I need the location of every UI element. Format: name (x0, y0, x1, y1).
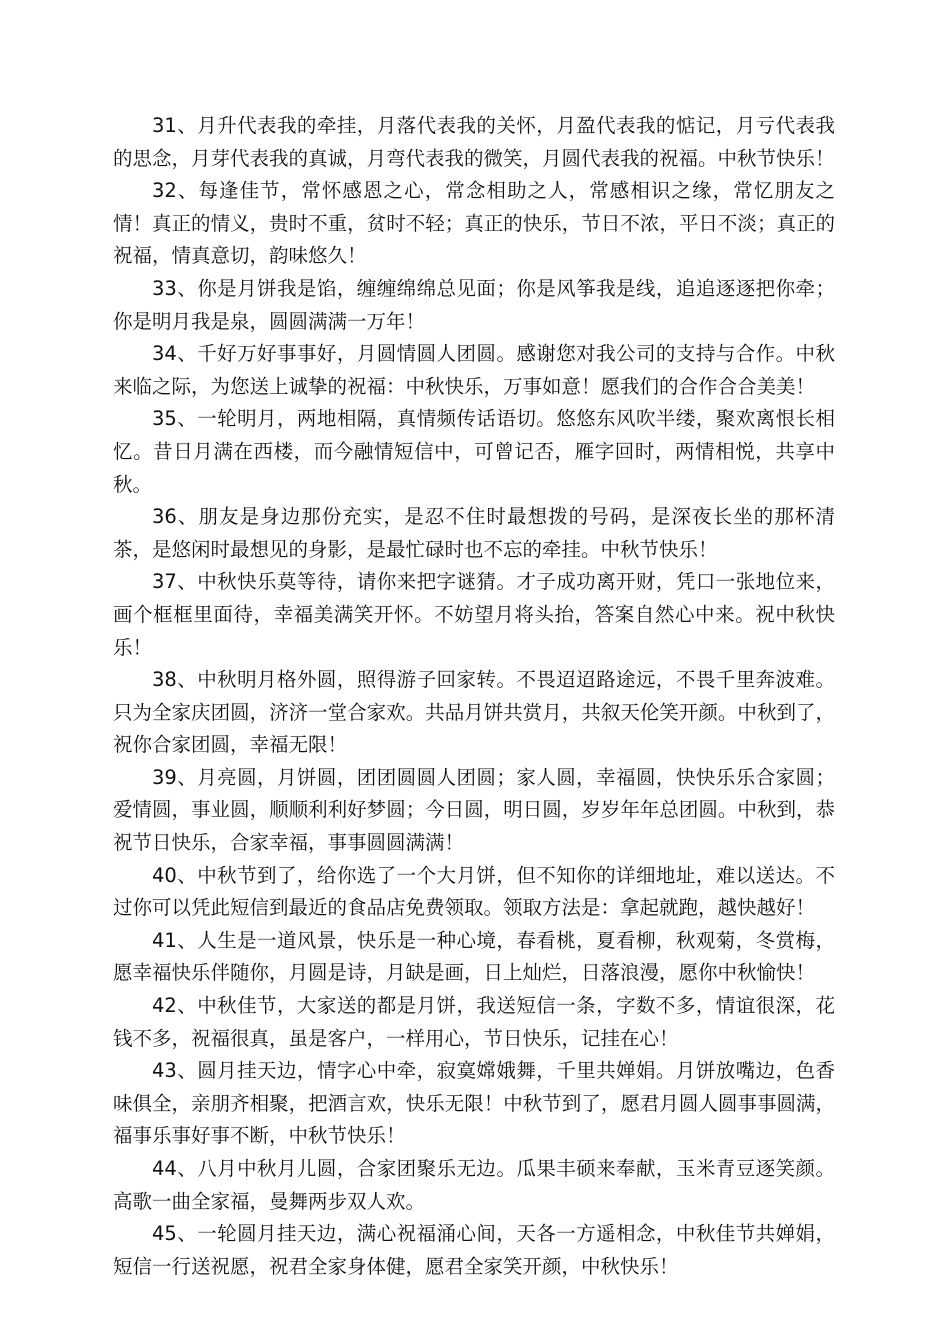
paragraph-42: 42、中秋佳节，大家送的都是月饼，我送短信一条，字数不多，情谊很深，花钱不多，祝福很真，虽是客户，一样用心，节日快乐，记挂在心！ (113, 994, 835, 1050)
paragraph-33: 33、你是月饼我是馅，缠缠绵绵总见面；你是风筝我是线，追追逐逐把你牵；你是明月我是泉，圆圆满满一万年！ (113, 276, 835, 333)
paragraph-45: 45、一轮圆月挂天边，满心祝福涌心间，天各一方遥相念，中秋佳节共婵娟，短信一行送祝愿，祝君全家身体健，愿君全家笑开颜，中秋快乐！ (113, 1222, 835, 1278)
paragraph-34: 34、千好万好事事好，月圆情圆人团圆。感谢您对我公司的支持与合作。中秋来临之际，为您送上诚挚的祝福：中秋快乐，万事如意！愿我们的合作合合美美！ (113, 342, 835, 398)
paragraph-38: 38、中秋明月格外圆，照得游子回家转。不畏迢迢路途远，不畏千里奔波难。只为全家庆团圆，济济一堂合家欢。共品月饼共赏月，共叙天伦笑开颜。中秋到了，祝你合家团圆，幸福无限！ (113, 668, 835, 757)
paragraph-44: 44、八月中秋月儿圆，合家团聚乐无边。瓜果丰硕来奉献，玉米青豆逐笑颜。高歌一曲全家福，曼舞两步双人欢。 (113, 1157, 835, 1213)
paragraph-35: 35、一轮明月，两地相隔，真情频传话语切。悠悠东风吹半缕，聚欢离恨长相忆。昔日月满在西楼，而今融情短信中，可曾记否，雁字回时，两情相悦，共享中秋。 (113, 407, 835, 496)
paragraph-41: 41、人生是一道风景，快乐是一种心境，春看桃，夏看柳，秋观菊，冬赏梅，愿幸福快乐伴随你，月圆是诗，月缺是画，日上灿烂，日落浪漫，愿你中秋愉快！ (113, 928, 835, 985)
paragraph-43: 43、圆月挂天边，情字心中牵，寂寞嫦娥舞，千里共婵娟。月饼放嘴边，色香味俱全，亲朋齐相聚，把酒言欢，快乐无限！中秋节到了，愿君月圆人圆事事圆满，福事乐事好事不断，中秋节快乐！ (113, 1059, 835, 1148)
paragraph-32: 32、每逢佳节，常怀感恩之心，常念相助之人，常感相识之缘，常忆朋友之情！真正的情义，贵时不重，贫时不轻；真正的快乐，节日不浓，平日不淡；真正的祝福，情真意切，韵味悠久！ (113, 179, 835, 268)
document-page (113, 110, 835, 1283)
paragraph-40: 40、中秋节到了，给你选了一个大月饼，但不知你的详细地址，难以送达。不过你可以凭此短信到最近的食品店免费领取。领取方法是：拿起就跑，越快越好！ (113, 863, 835, 920)
paragraph-37: 37、中秋快乐莫等待，请你来把字谜猜。才子成功离开财，凭口一张地位来，画个框框里面待，幸福美满笑开怀。不妨望月将头抬，答案自然心中来。祝中秋快乐！ (113, 570, 835, 659)
paragraph-31: 31、月升代表我的牵挂，月落代表我的关怀，月盈代表我的惦记，月亏代表我的思念，月芽代表我的真诚，月弯代表我的微笑，月圆代表我的祝福。中秋节快乐！ (113, 114, 835, 170)
paragraph-39: 39、月亮圆，月饼圆，团团圆圆人团圆；家人圆，幸福圆，快快乐乐合家圆；爱情圆，事业圆，顺顺利利好梦圆；今日圆，明日圆，岁岁年年总团圆。中秋到，恭祝节日快乐，合家幸福，事事圆圆满满！ (113, 765, 835, 855)
paragraph-36: 36、朋友是身边那份充实，是忍不住时最想拨的号码，是深夜长坐的那杯清茶，是悠闲时最想见的身影，是最忙碌时也不忘的牵挂。中秋节快乐！ (113, 505, 835, 561)
